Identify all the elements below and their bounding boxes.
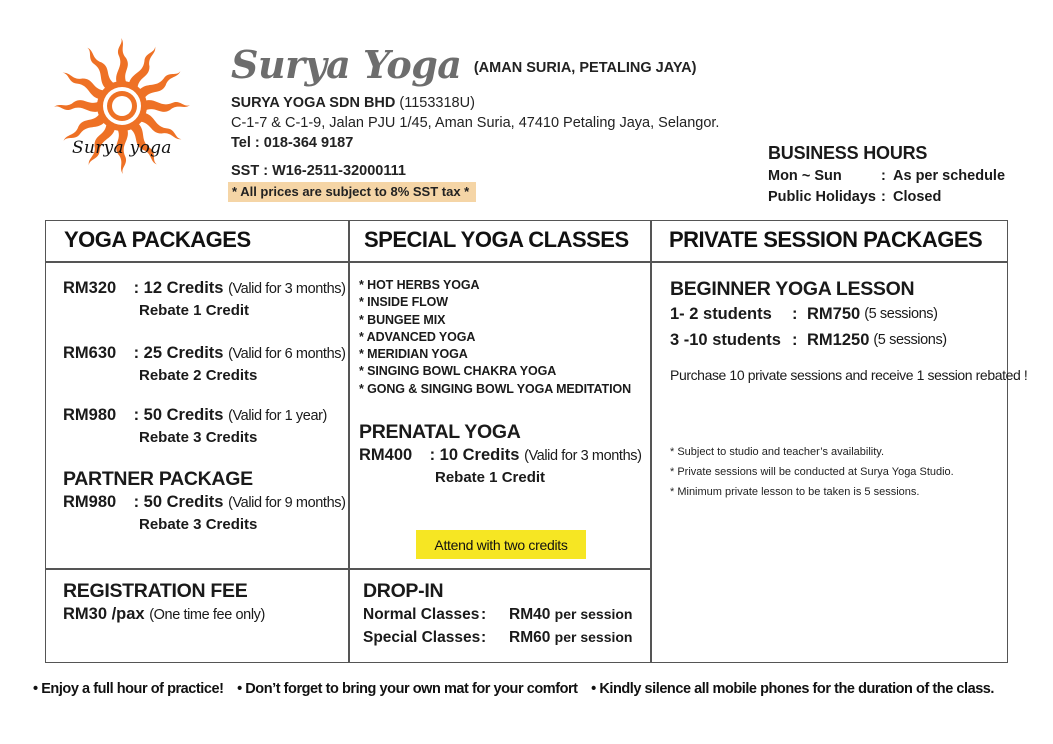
private-label: 3 -10 students [670, 331, 781, 349]
private-session-packages [670, 277, 1027, 383]
package-price: RM980 [63, 406, 117, 424]
column-divider [348, 221, 350, 662]
special-class-item: * HOT HERBS YOGA [359, 278, 480, 292]
private-note: * Minimum private lesson to be taken is 5 sessions. [670, 486, 920, 498]
row-divider [46, 568, 651, 570]
package-validity: (Valid for 3 months) [228, 281, 346, 297]
private-price: RM1250 [807, 331, 870, 349]
hours-day: Mon ~ Sun [768, 168, 842, 184]
header-divider [46, 261, 1007, 263]
private-label: 1- 2 students [670, 305, 772, 323]
private-note: * Subject to studio and teacher’s availability. [670, 446, 885, 458]
drop-in-label: Special Classes [363, 629, 481, 646]
package-validity: (Valid for 1 year) [228, 408, 327, 424]
hours-value: As per schedule [893, 168, 1006, 184]
special-class-item: * SINGING BOWL CHAKRA YOGA [359, 364, 557, 379]
special-classes-title: SPECIAL YOGA CLASSES [364, 227, 629, 252]
drop-in-title: DROP-IN [363, 580, 444, 602]
package-price: RM400 [359, 446, 413, 464]
beginner-lesson-title: BEGINNER YOGA LESSON [670, 278, 915, 300]
package-price: RM320 [63, 279, 117, 297]
package-rebate: Rebate 1 Credit [435, 469, 546, 486]
special-class-item: * MERIDIAN YOGA [359, 347, 468, 362]
drop-in-row [363, 603, 633, 626]
package-credits: : 50 Credits [133, 406, 224, 424]
package-item [63, 277, 346, 322]
private-sep: : [792, 331, 798, 349]
company-name: SURYA YOGA SDN BHD [231, 95, 396, 111]
registration-price: RM30 /pax [63, 605, 145, 623]
drop-in-price: RM60 [509, 629, 551, 646]
special-class-item: * GONG & SINGING BOWL YOGA MEDITATION [359, 381, 632, 396]
private-sep: : [792, 305, 798, 323]
drop-in-price: RM40 [509, 606, 551, 623]
package-rebate: Rebate 2 Credits [139, 367, 258, 384]
business-hours-title: BUSINESS HOURS [768, 143, 928, 163]
drop-in-unit: per session [554, 629, 633, 645]
footer-note: • Don’t forget to bring your own mat for your comfort [237, 681, 578, 697]
package-rebate: Rebate 3 Credits [139, 429, 258, 446]
business-hours [768, 143, 1005, 208]
brand-name: Surya Yoga [231, 42, 462, 87]
private-notes [670, 442, 954, 502]
special-classes-list [359, 277, 631, 398]
drop-in-label: Normal Classes [363, 606, 480, 623]
drop-in-unit: per session [554, 606, 633, 622]
drop-in-sep: : [481, 606, 487, 623]
two-credits-badge: Attend with two credits [416, 530, 586, 559]
footer-notes [33, 681, 1004, 697]
drop-in-row [363, 626, 633, 649]
footer-note: • Kindly silence all mobile phones for the duration of the class. [591, 681, 995, 697]
drop-in-sep: : [481, 629, 487, 646]
sst-number: SST : W16-2511-32000111 [231, 163, 406, 179]
package-item [63, 342, 346, 387]
footer-note: • Enjoy a full hour of practice! [33, 681, 224, 697]
prenatal-yoga [359, 420, 642, 489]
package-price: RM630 [63, 344, 117, 362]
hours-day: Public Holidays [768, 189, 876, 205]
price-table [45, 220, 1028, 663]
package-rebate: Rebate 1 Credit [139, 302, 250, 319]
company-address: C-1-7 & C-1-9, Jalan PJU 1/45, Aman Suria, 47410 Petaling Jaya, Selangor. [231, 115, 720, 131]
hours-value: Closed [893, 189, 942, 205]
package-validity: (Valid for 6 months) [228, 346, 346, 362]
package-credits: : 25 Credits [133, 344, 224, 362]
company-info [231, 93, 719, 153]
registration-fee [63, 579, 265, 626]
package-item [63, 404, 327, 449]
yoga-packages-title: YOGA PACKAGES [64, 227, 251, 252]
special-class-item: * INSIDE FLOW [359, 295, 448, 310]
package-price: RM980 [63, 493, 117, 511]
private-price: RM750 [807, 305, 861, 323]
partner-package-title: PARTNER PACKAGE [63, 468, 253, 490]
private-sessions-count: (5 sessions) [873, 332, 947, 348]
tax-note: * All prices are subject to 8% SST tax * [228, 182, 476, 202]
private-note: * Private sessions will be conducted at Surya Yoga Studio. [670, 466, 954, 478]
brand-header [231, 42, 696, 87]
package-credits: : 10 Credits [429, 446, 520, 464]
private-promo: Purchase 10 private sessions and receive 1 session rebated ! [670, 367, 1028, 383]
special-class-item: * BUNGEE MIX [359, 312, 446, 327]
drop-in [363, 579, 633, 649]
private-sessions-count: (5 sessions) [864, 306, 938, 322]
hours-row [768, 166, 1005, 187]
package-rebate: Rebate 3 Credits [139, 516, 258, 533]
package-validity: (Valid for 9 months) [228, 495, 346, 511]
brand-location: (AMAN SURIA, PETALING JAYA) [473, 60, 697, 76]
special-class-item: * ADVANCED YOGA [359, 329, 476, 344]
partner-package [63, 467, 346, 536]
hours-sep: : [881, 189, 886, 205]
company-reg: (1153318U) [399, 95, 475, 111]
company-tel: Tel : 018-364 9187 [231, 135, 354, 151]
package-credits: : 12 Credits [133, 279, 224, 297]
logo-text: Surya yoga [72, 138, 172, 158]
column-divider [650, 221, 652, 662]
private-row [670, 301, 1027, 327]
registration-note: (One time fee only) [149, 607, 265, 623]
hours-sep: : [881, 168, 886, 184]
package-validity: (Valid for 3 months) [524, 448, 642, 464]
private-row [670, 327, 1027, 353]
hours-row [768, 187, 1005, 208]
package-credits: : 50 Credits [133, 493, 224, 511]
registration-title: REGISTRATION FEE [63, 580, 248, 602]
private-sessions-title: PRIVATE SESSION PACKAGES [669, 227, 983, 252]
prenatal-title: PRENATAL YOGA [359, 421, 521, 443]
